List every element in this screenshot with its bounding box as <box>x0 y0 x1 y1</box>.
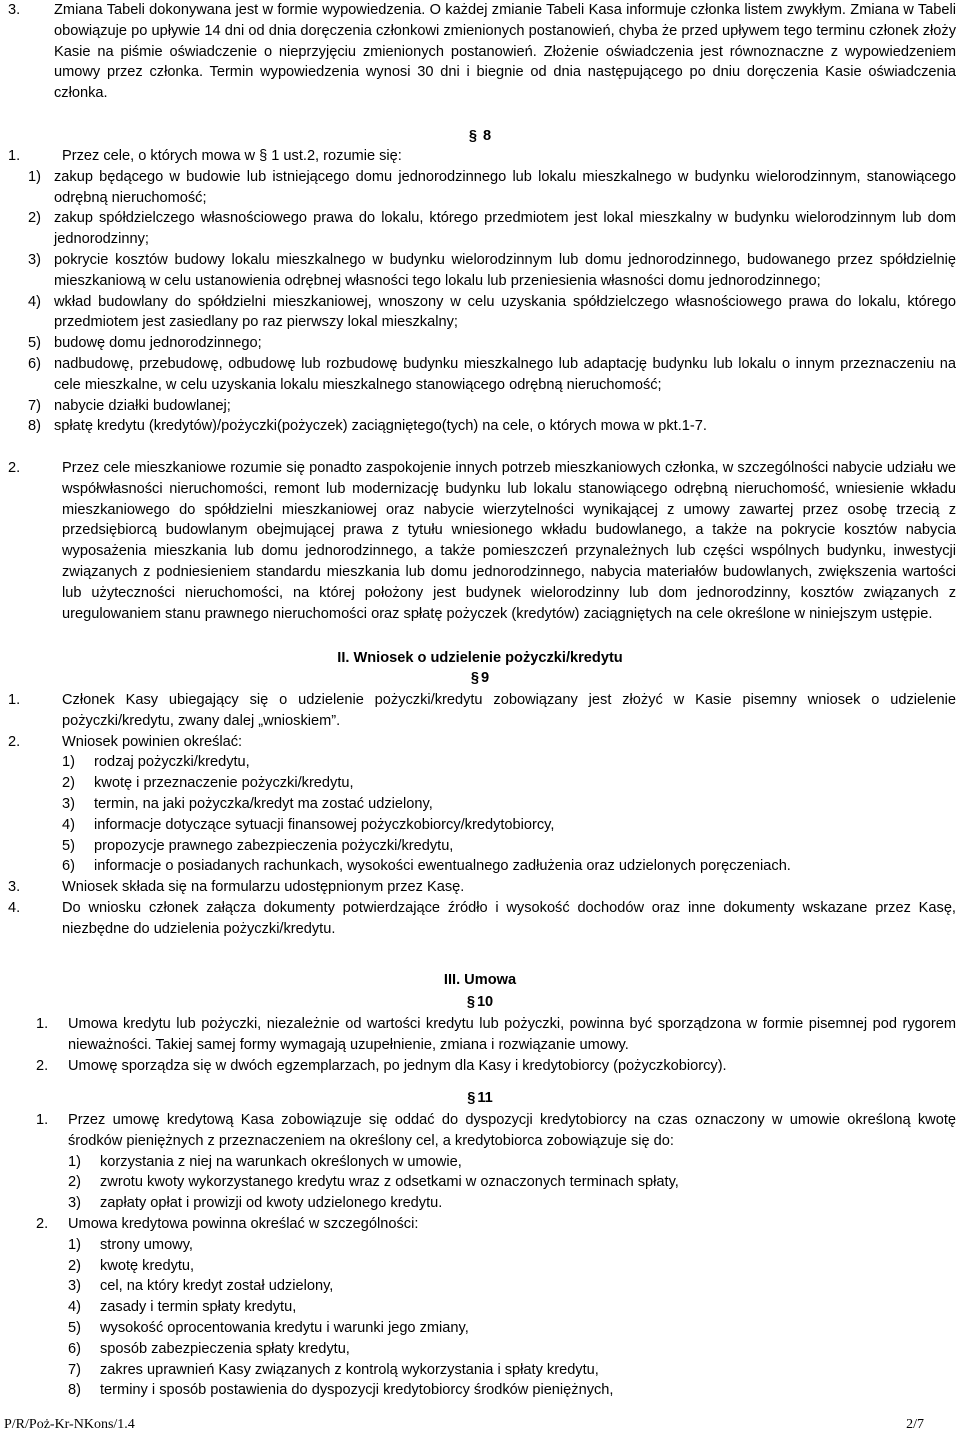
document-code: P/R/Poż-Kr-NKons/1.4 <box>4 1417 135 1432</box>
para-7-item-3 <box>8 0 956 104</box>
section-heading-2: II. Wniosek o udzielenie pożyczki/kredytu <box>337 650 623 666</box>
list-item <box>8 1360 956 1381</box>
item-text: 10 <box>476 994 494 1010</box>
item-number: 1) <box>62 754 75 771</box>
item-text: zakup spółdzielczego własnościowego prawa do lokalu, którego przedmiotem jest lokal mieszkalny w budynku wielorodzinnym lub dom jednorodzinny; <box>54 210 956 248</box>
item-text: zwrotu kwoty wykorzystanego kredytu wraz z odsetkami w oznaczonych terminach spłaty, <box>100 1174 679 1191</box>
item-number: 7) <box>68 1361 81 1378</box>
item-text: Umowę sporządza się w dwóch egzemplarzach, po jednym dla Kasy i kredytobiorcy (pożyczkobiorcy). <box>68 1057 727 1074</box>
item-text: cel, na który kredyt został udzielony, <box>100 1278 334 1295</box>
item-text: § <box>470 670 479 686</box>
item-text: spłatę kredytu (kredytów)/pożyczki(pożyczek) zaciągniętego(tych) na cele, o których mowa w pkt.1-7. <box>54 418 707 435</box>
item-number: 5) <box>62 837 75 854</box>
item-text: § <box>467 1090 476 1106</box>
list-item <box>8 1152 956 1173</box>
item-number: 3. <box>8 879 21 896</box>
page-number: 2/7 <box>906 1417 924 1432</box>
item-number: 1. <box>8 692 21 708</box>
item-text: Przez cele, o których mowa w § 1 ust.2, rozumie się: <box>62 148 402 164</box>
list-item <box>8 1193 956 1214</box>
list-item <box>8 1297 956 1318</box>
item-number: 5) <box>68 1319 81 1336</box>
list-item <box>8 1256 956 1277</box>
item-number: 2. <box>36 1057 49 1074</box>
item-number: 1) <box>68 1153 81 1170</box>
list-item <box>8 416 956 437</box>
section-11 <box>8 1110 956 1401</box>
item-number: 9 <box>481 670 490 686</box>
item-text: budowę domu jednorodzinnego; <box>54 335 262 352</box>
item-text: informacje dotyczące sytuacji finansowej pożyczkobiorcy/kredytobiorcy, <box>94 816 555 833</box>
item-text: propozycje prawnego zabezpieczenia pożyczki/kredytu, <box>94 837 454 854</box>
list-item <box>8 1318 956 1339</box>
item-number: 2. <box>8 460 21 476</box>
section-heading-3: III. Umowa <box>443 972 517 988</box>
item-text: strony umowy, <box>100 1236 193 1253</box>
list-item <box>8 836 956 857</box>
item-number: 2) <box>28 210 41 227</box>
item-number: 4) <box>62 816 75 833</box>
item-number: 1. <box>8 148 21 164</box>
item-text: kwotę i przeznaczenie pożyczki/kredytu, <box>94 775 354 792</box>
item-text: zasady i termin spłaty kredytu, <box>100 1299 297 1316</box>
item-text: zakres uprawnień Kasy związanych z kontrolą wykorzystania i spłaty kredytu, <box>100 1361 599 1378</box>
item-text: wysokość oprocentowania kredytu i warunki jego zmiany, <box>100 1319 469 1336</box>
item-text: termin, na jaki pożyczka/kredyt ma zostać udzielony, <box>94 795 433 812</box>
item-number: 4) <box>28 293 41 310</box>
list-item <box>8 752 956 773</box>
item-number: 2. <box>36 1215 49 1232</box>
item-number: 4. <box>8 899 21 916</box>
item-number: 2) <box>68 1174 81 1191</box>
item-text: rodzaj pożyczki/kredytu, <box>94 754 250 771</box>
item-number: 4) <box>68 1299 81 1316</box>
item-number: 1. <box>36 1112 49 1128</box>
item-number: 6) <box>28 355 41 372</box>
item-text: korzystania z niej na warunkach określonych w umowie, <box>100 1153 462 1170</box>
item-text: terminy i sposób postawienia do dyspozycji kredytobiorcy środków pieniężnych, <box>100 1382 614 1399</box>
item-text: zapłaty opłat i prowizji od kwoty udzielonego kredytu. <box>100 1195 443 1212</box>
list-item <box>8 1380 956 1401</box>
list-item <box>8 208 956 250</box>
item-text: nabycie działki budowlanej; <box>54 397 231 414</box>
section-number: 8 <box>483 128 492 144</box>
item-text: pokrycie kosztów budowy lokalu mieszkalnego w budynku wielorodzinnym lub domu jednorodzinnego, budowanego przez spółdzielnię mieszkaniową w celu ustanowienia odrębnej własności tego lokalu lub przeniesienia własności domu jednorodzinnego; <box>54 251 956 289</box>
list-item <box>8 333 956 354</box>
item-text: wkład budowlany do spółdzielni mieszkaniowej, wnoszony w celu uzyskania spółdzielczego własnościowego prawa do lokalu, którego przedmiotem jest zasiedlany po raz pierwszy lokal mieszkalny; <box>54 293 956 331</box>
item-text: Przez umowę kredytową Kasa zobowiązuje się oddać do dyspozycji kredytobiorcy na czas oznaczony w umowie określoną kwotę środków pieniężnych z przeznaczeniem na określony cel, a kredytobiorca zobowiązuje się do: <box>68 1112 956 1149</box>
list-item <box>8 856 956 877</box>
item-text: § <box>466 994 475 1010</box>
item-number: 3. <box>8 2 21 18</box>
item-number: 1) <box>68 1236 81 1253</box>
list-item <box>8 1235 956 1256</box>
item-number: 5) <box>28 335 41 352</box>
list-item <box>8 250 956 292</box>
item-text: Do wniosku członek załącza dokumenty potwierdzające źródło i wysokość dochodów oraz inne dokumenty wskazane przez Kasę, niezbędne do udzielenia pożyczki/kredytu. <box>62 899 956 937</box>
item-text: kwotę kredytu, <box>100 1257 195 1274</box>
item-text: Umowa kredytu lub pożyczki, niezależnie od wartości kredytu lub pożyczki, powinna być sporządzona w formie pisemnej pod rygorem nieważności. Takiej samej formy wymagają uzupełnienie, zmiana i rozwiązanie umowy. <box>68 1016 956 1053</box>
item-number: 8) <box>28 418 41 435</box>
list-item <box>8 167 956 209</box>
list-item <box>8 815 956 836</box>
item-text: Wniosek powinien określać: <box>62 733 243 750</box>
list-item <box>8 1276 956 1297</box>
item-text: Umowa kredytowa powinna określać w szczególności: <box>68 1215 419 1232</box>
section-11-number <box>0 1088 960 1108</box>
item-number: 6) <box>68 1340 81 1357</box>
list-item <box>8 354 956 396</box>
section-sign: § <box>468 128 477 144</box>
list-item <box>8 1339 956 1360</box>
list-item <box>8 396 956 417</box>
item-number: 7) <box>28 397 41 414</box>
section-9-number <box>0 668 960 688</box>
item-text: Wniosek składa się na formularzu udostępnionym przez Kasę. <box>62 879 465 896</box>
item-number: 1) <box>28 168 41 185</box>
list-item <box>8 1172 956 1193</box>
item-number: 6) <box>62 858 75 875</box>
section-10-number <box>0 992 960 1012</box>
item-text: Członek Kasy ubiegający się o udzielenie pożyczki/kredytu zobowiązany jest złożyć w Kasie pisemny wniosek o udzielenie pożyczki/kredytu, zwany dalej „wnioskiem”. <box>62 692 956 729</box>
item-number: 1. <box>36 1016 49 1032</box>
item-number: 3) <box>68 1195 81 1212</box>
section-8 <box>8 146 956 437</box>
list-item <box>8 292 956 334</box>
item-text: nadbudowę, przebudowę, odbudowę lub rozbudowę budynku mieszkalnego lub adaptację budynku lub lokalu o innym przeznaczeniu na cele mieszkalne, w celu uzyskania lokalu mieszkalnego stanowiącego odrębną nieruchomość; <box>54 355 956 393</box>
item-number: 2. <box>8 733 21 750</box>
item-number: 8) <box>68 1382 81 1399</box>
list-item <box>8 773 956 794</box>
item-number: 3) <box>62 795 75 812</box>
section-8-item-2 <box>8 458 956 624</box>
item-number: 3) <box>68 1278 81 1295</box>
section-9 <box>8 690 956 940</box>
item-text: informacje o posiadanych rachunkach, wysokości ewentualnego zadłużenia oraz udzielonych poręczeniach. <box>94 858 791 875</box>
item-number: 2) <box>62 775 75 792</box>
item-number: 3) <box>28 251 41 268</box>
list-item <box>8 794 956 815</box>
item-number: 2) <box>68 1257 81 1274</box>
section-10 <box>8 1014 956 1076</box>
item-text: 11 <box>477 1090 493 1106</box>
item-text: sposób zabezpieczenia spłaty kredytu, <box>100 1340 350 1357</box>
item-text: zakup będącego w budowie lub istniejącego domu jednorodzinnego lub lokalu mieszkalnego w budynku wielorodzinnym, stanowiącego odrębną nieruchomość; <box>54 168 956 206</box>
section-8-number <box>0 126 960 146</box>
item-text: Zmiana Tabeli dokonywana jest w formie wypowiedzenia. O każdej zmianie Tabeli Kasa informuje członka listem zwykłym. Zmiana w Tabeli obowiązuje po upływie 14 dni od dnia doręczenia członkowi zmienionych postanowień, chyba że przed upływem tego terminu członek złoży Kasie na piśmie oświadczenie o nieprzyjęciu zmienionych postanowień. Złożenie oświadczenia jest równoznaczne z wypowiedzeniem umowy przez członka. Termin wypowiedzenia wynosi 30 dni i biegnie od dnia następującego po dniu doręczenia Kasie oświadczenia członka. <box>54 2 956 102</box>
item-text: Przez cele mieszkaniowe rozumie się ponadto zaspokojenie innych potrzeb mieszkaniowych członka, w szczególności nabycie udziału we współwłasności nieruchomości, remont lub modernizację budynku lub lokalu stanowiącego odrębną nieruchomość, wniesienie wkładu mieszkaniowego do spółdzielni mieszkaniowej oraz nabycie wierzytelności wynikającej z umowy zawartej przez osobę trzecią z przedsiębiorcą budowlanym obejmującej prawa z tytułu wniesionego wkładu budowlanego, a także na pokrycie kosztów nabycia wyposażenia mieszkania lub domu jednorodzinnego, a także pomieszczeń przynależnych lub części wspólnych budynku, inwestycji związanych z podniesieniem standardu mieszkania lub domu jednorodzinnego, nabycia materiałów budowlanych, zwiększenia wartości lub użyteczności nieruchomości, na której położony jest budynek wielorodzinny lub dom jednorodzinny, kosztów związanych z uregulowaniem stanu prawnego nieruchomości oraz spłatę pożyczek (kredytów) zaciągniętych na cele określone w niniejszym ustępie. <box>62 460 956 622</box>
